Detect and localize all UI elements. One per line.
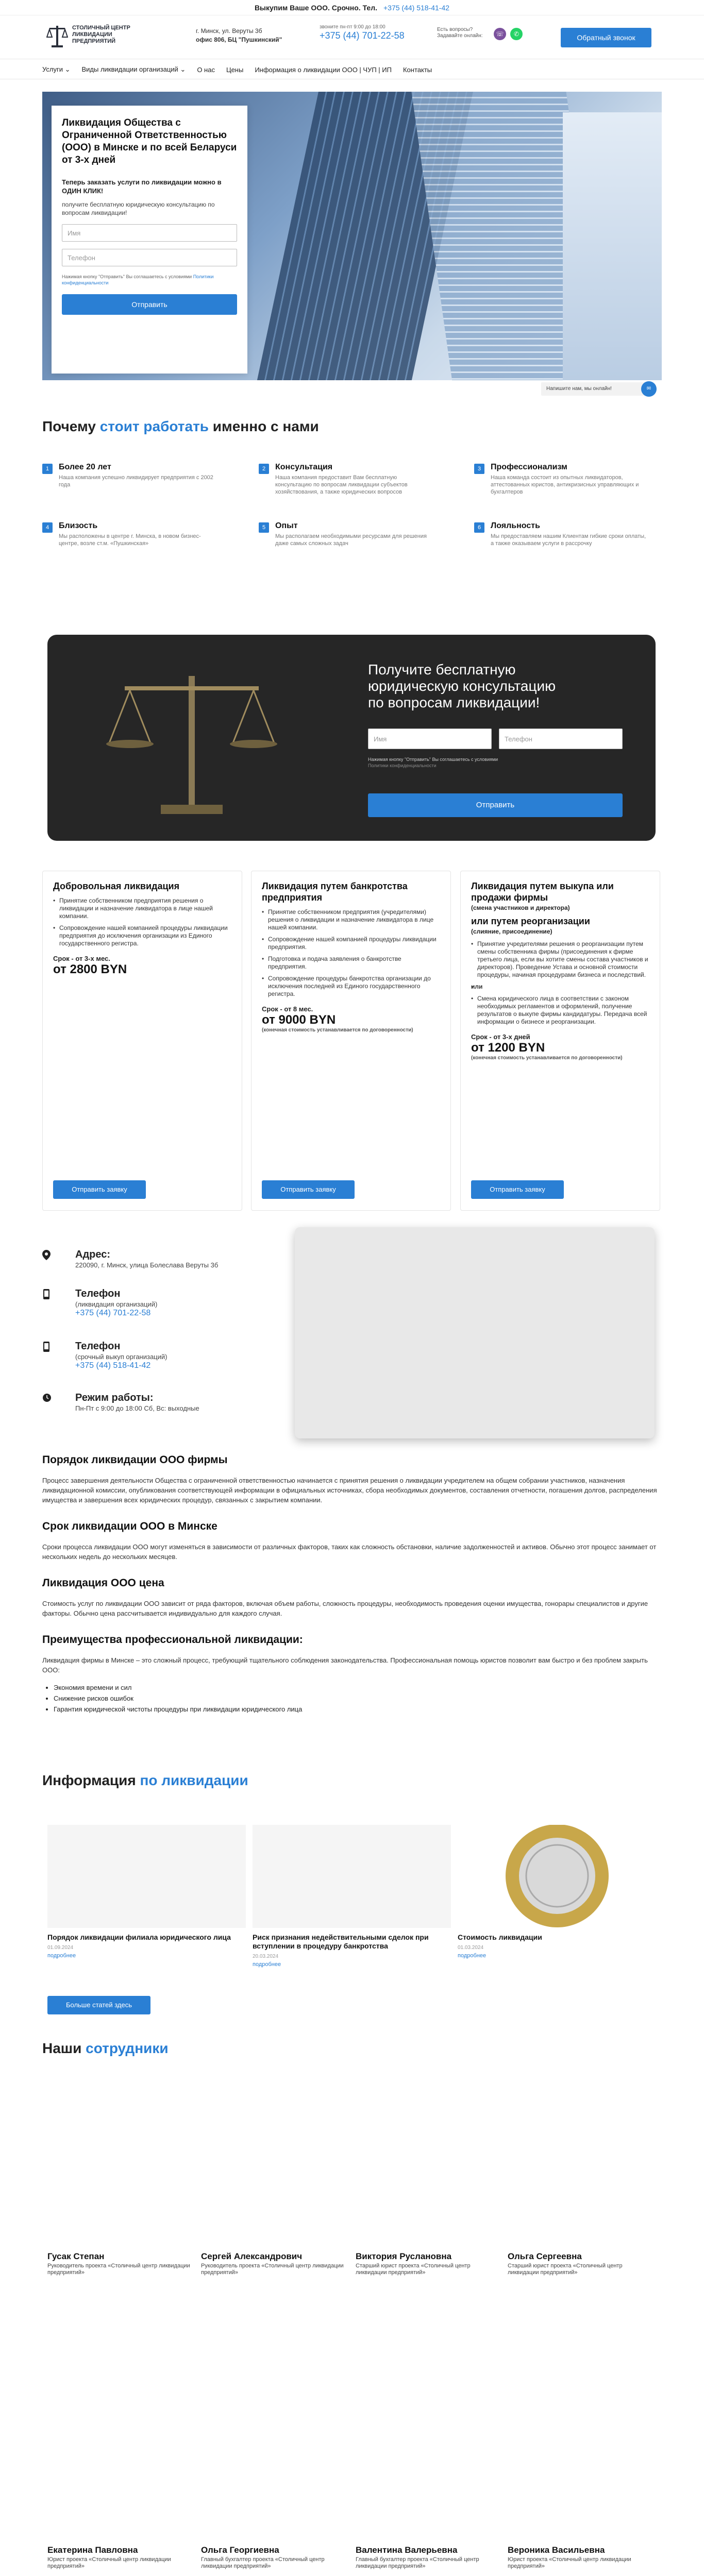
- service-title: Добровольная ликвидация: [53, 881, 180, 891]
- hero-name-input[interactable]: Имя: [62, 224, 237, 242]
- service-steps: [262, 908, 440, 998]
- staff-name: Виктория Руслановна: [356, 2251, 452, 2261]
- why-item-description: Наша компания успешно ликвидирует предприятия с 2002 года: [59, 474, 213, 488]
- staff-name: Ольга Георгиевна: [201, 2545, 279, 2555]
- service-subtitle-2: (слияние, присоединение): [471, 928, 552, 935]
- why-item-number: 3: [474, 464, 484, 474]
- staff-name: Ольга Сергеевна: [508, 2251, 582, 2261]
- header-question: Есть вопросы? Задавайте онлайн:: [437, 27, 483, 39]
- text-heading-4: Преимущества профессиональной ликвидации:: [42, 1634, 303, 1646]
- consult-consent: [368, 756, 498, 769]
- service-price: от 2800 BYN: [53, 962, 127, 976]
- nav-items: [42, 59, 432, 80]
- phone2-label: Телефон: [75, 1341, 121, 1352]
- address-value: 220090, г. Минск, улица Болеслава Веруты 3б: [75, 1261, 219, 1269]
- news-title[interactable]: Стоимость ликвидации: [458, 1933, 542, 1941]
- location-pin-icon: [42, 1250, 51, 1260]
- why-item-title: Лояльность: [491, 521, 540, 530]
- main-nav: [0, 59, 704, 79]
- why-item-title: Профессионализм: [491, 463, 567, 471]
- text-paragraph-1: Процесс завершения деятельности Общества с ограниченной ответственностью начинается с принятия решения о ликвидации учредителем на общем собрании участников, назначения ликвидационной комиссии, опубликования соответствующей информации в официальных источниках, сбора необходимых документов, составления отчетности, погашения долгов, распределения имущества и завершения всех юридических процедур, связанных с закрытием компании.: [42, 1477, 657, 1504]
- hero-submit-button[interactable]: Отправить: [62, 294, 237, 315]
- service-order-button[interactable]: Отправить заявку: [53, 1180, 146, 1199]
- service-subtitle: (смена участников и директора): [471, 904, 570, 911]
- scales-of-justice-image: [78, 655, 305, 825]
- why-item-description: Мы расположены в центре г. Минска, в новом бизнес-центре, возле ст.м. «Пушкинская»: [59, 533, 201, 547]
- staff-photo: [508, 2391, 652, 2545]
- staff-card: [201, 2097, 345, 2276]
- hero-form-card: [52, 106, 247, 374]
- consult-title: Получите бесплатную юридическую консультацию по вопросам ликвидации!: [368, 662, 556, 710]
- phone1-label: Телефон: [75, 1288, 121, 1299]
- header-address-line2: офис 806, БЦ "Пушкинский": [196, 36, 282, 43]
- announcement-text: Выкупим Ваше ООО. Срочно. Тел.: [254, 3, 377, 12]
- header-hours: звоните пн-пт 9:00 до 18:00: [320, 24, 385, 30]
- nav-item[interactable]: О нас: [197, 65, 215, 74]
- news-image[interactable]: [47, 1825, 246, 1928]
- consultation-section: [47, 635, 656, 841]
- staff-photo: [47, 2391, 192, 2545]
- news-title-a: Информация: [42, 1772, 136, 1788]
- service-steps: [53, 897, 231, 947]
- staff-card: [508, 2391, 652, 2570]
- staff-section-title: [42, 2040, 662, 2057]
- service-title: Ликвидация путем выкупа или продажи фирмы: [471, 881, 614, 903]
- service-card: [42, 871, 242, 1211]
- service-term: Срок - от 3-х дней: [471, 1033, 530, 1041]
- phone-icon: [42, 1342, 51, 1352]
- staff-card: [356, 2097, 500, 2276]
- staff-title-b: сотрудники: [86, 2040, 169, 2056]
- seo-text-section: [42, 1454, 662, 1715]
- hours-label: Режим работы:: [75, 1392, 154, 1403]
- service-price-note: (конечная стоимость устанавливается по договоренности): [262, 1027, 413, 1033]
- why-item-description: Наша команда состоит из опытных ликвидаторов, аттестованных юристов, антикризисных управляющих и бухгалтеров: [491, 474, 639, 495]
- header-phone-link[interactable]: +375 (44) 701-22-58: [320, 30, 405, 41]
- service-step: • Смена юридического лица в соответствии с законом необходимых регламентов и оформлений, получение результатов о выкупе фирмы кандидатуры. Передача всей информации о бизнесе и реорганизации.: [471, 995, 649, 1026]
- scales-logo-icon[interactable]: [46, 23, 68, 48]
- why-title-a: Почему: [42, 418, 96, 434]
- news-more-link[interactable]: подробнее: [253, 1961, 281, 1968]
- consult-name-input[interactable]: Имя: [368, 728, 492, 749]
- hero-consent-text: Нажимая кнопку "Отправить" Вы соглашаетесь с условиями: [62, 274, 192, 279]
- why-item-number: 2: [259, 464, 269, 474]
- service-order-button[interactable]: Отправить заявку: [471, 1180, 564, 1199]
- staff-position: Юрист проекта «Столичный центр ликвидации предприятий»: [508, 2556, 631, 2569]
- staff-photo: [356, 2391, 500, 2545]
- header-address: [196, 27, 282, 44]
- location-map[interactable]: [295, 1227, 655, 1438]
- why-us-item: [474, 521, 649, 547]
- callback-button[interactable]: Обратный звонок: [561, 28, 651, 47]
- staff-card: [508, 2097, 652, 2276]
- hero-title: Ликвидация Общества с Ограниченной Ответственностью (ООО) в Минске и по всей Беларуси от 3-х дней: [62, 117, 237, 165]
- why-us-item: [42, 521, 217, 547]
- top-announcement-bar: [0, 0, 704, 15]
- why-item-title: Близость: [59, 521, 98, 530]
- service-step: • Подготовка и подача заявления о банкротстве предприятия.: [262, 955, 440, 971]
- news-more-link[interactable]: подробнее: [458, 1953, 487, 1959]
- news-title: [42, 1772, 662, 1789]
- why-item-number: 5: [259, 522, 269, 533]
- staff-position: Юрист проекта «Столичный центр ликвидации предприятий»: [47, 2556, 171, 2569]
- news-date: 01.03.2024: [458, 1945, 484, 1951]
- consult-privacy-link[interactable]: Политики конфиденциальности: [368, 763, 437, 768]
- staff-position: Старший юрист проекта «Столичный центр ликвидации предприятий»: [508, 2263, 623, 2276]
- header-phone-block: [320, 24, 405, 39]
- why-us-item: [474, 463, 649, 496]
- service-step: • Принятие собственником предприятия решения о ликвидации и назначение ликвидатора в лице нашей компании.: [53, 897, 231, 920]
- header-address-line1: г. Минск, ул. Веруты 3б: [196, 27, 262, 35]
- all-articles-button[interactable]: Больше статей здесь: [47, 1996, 150, 2014]
- service-term: Срок - от 3-х мес.: [53, 955, 110, 962]
- why-us-title: [42, 418, 662, 435]
- site-header: [0, 15, 704, 59]
- hero-description: получите бесплатную юридическую консультацию по вопросам ликвидации!: [62, 201, 215, 216]
- viber-icon[interactable]: ☏: [494, 28, 506, 40]
- nav-item[interactable]: Услуги ⌄: [42, 65, 71, 73]
- news-card[interactable]: [253, 1825, 451, 1992]
- nav-item[interactable]: Информация о ликвидации ООО | ЧУП | ИП: [255, 65, 392, 74]
- contact-address: [42, 1249, 279, 1269]
- why-item-number: 4: [42, 522, 53, 533]
- news-date: 01.09.2024: [47, 1945, 74, 1951]
- news-title[interactable]: Порядок ликвидации филиала юридического лица: [47, 1933, 231, 1941]
- contact-phone-1: [42, 1288, 279, 1317]
- service-step: • Сопровождение нашей компанией процедуры ликвидации предприятия.: [262, 936, 440, 951]
- text-heading-2: Срок ликвидации ООО в Минске: [42, 1520, 217, 1532]
- address-label: Адрес:: [75, 1249, 110, 1260]
- news-card[interactable]: [458, 1825, 656, 1992]
- hero-subtitle: Теперь заказать услуги по ликвидации можно в ОДИН КЛИК!: [62, 178, 222, 195]
- nav-item[interactable]: Цены: [226, 65, 244, 74]
- staff-name: Сергей Александрович: [201, 2251, 303, 2261]
- clock-icon: [42, 1393, 51, 1403]
- staff-title: [42, 2040, 662, 2057]
- why-item-description: Наша компания предоставит Вам бесплатную консультацию по вопросам ликвидации субъектов хозяйствования, а также юридических вопросов: [275, 474, 408, 495]
- why-us-section: [42, 418, 662, 583]
- staff-name: Вероника Васильевна: [508, 2545, 605, 2555]
- consult-phone-input[interactable]: Телефон: [499, 728, 623, 749]
- why-item-title: Более 20 лет: [59, 463, 111, 471]
- staff-name: Гусак Степан: [47, 2251, 105, 2261]
- contact-hours: [42, 1392, 279, 1413]
- news-image[interactable]: [253, 1825, 451, 1928]
- staff-name: Екатерина Павловна: [47, 2545, 138, 2555]
- hero-phone-input[interactable]: Телефон: [62, 249, 237, 266]
- consult-submit-button[interactable]: Отправить: [368, 793, 623, 817]
- why-item-title: Консультация: [275, 463, 333, 471]
- nav-item[interactable]: Виды ликвидации организаций ⌄: [81, 65, 186, 73]
- staff-position: Главный бухгалтер проекта «Столичный центр ликвидации предприятий»: [356, 2556, 479, 2569]
- whatsapp-icon[interactable]: ✆: [510, 28, 523, 40]
- phone1-link[interactable]: +375 (44) 701-22-58: [75, 1309, 151, 1317]
- advantages-list: [42, 1682, 662, 1715]
- why-item-number: 1: [42, 464, 53, 474]
- text-heading-1: Порядок ликвидации ООО фирмы: [42, 1454, 228, 1466]
- why-item-title: Опыт: [275, 521, 298, 530]
- online-chat-text: Напишите нам, мы онлайн!: [546, 386, 612, 392]
- phone-icon: [42, 1289, 51, 1299]
- staff-photo: [508, 2097, 652, 2251]
- text-paragraph-2: Сроки процесса ликвидации ООО могут изменяться в зависимости от различных факторов, таких как сложность обстановки, наличие задолженностей и активов. Обычно этот процесс занимает от нескольких недель до нескольких месяцев.: [42, 1543, 657, 1561]
- service-steps: [471, 940, 649, 1026]
- text-paragraph-3: Стоимость услуг по ликвидации ООО зависит от ряда факторов, включая объем работы, сложность процедуры, необходимость проведения оценки имущества, гонорары специалистов и другие факторы. Обычно цена рассчитывается индивидуально для каждого случая.: [42, 1600, 648, 1617]
- why-item-description: Мы располагаем необходимыми ресурсами для решения даже самых сложных задач: [275, 533, 427, 547]
- why-us-item: [259, 521, 434, 547]
- news-title[interactable]: Риск признания недействительными сделок при вступлении в процедуру банкротства: [253, 1933, 429, 1950]
- service-price-note: (конечная стоимость устанавливается по договоренности): [471, 1055, 623, 1061]
- hero-privacy-link[interactable]: Политики конфиденциальности: [62, 274, 214, 285]
- staff-position: Руководитель проекта «Столичный центр ликвидации предприятий»: [47, 2263, 190, 2276]
- news-section-title: [42, 1772, 662, 1789]
- announcement-phone-link[interactable]: +375 (44) 518-41-42: [383, 3, 450, 12]
- service-step: • Принятие учредителями решения о реорганизации путем смены собственника фирмы (присоединения к фирме третьего лица, если вы хотите смены состава участников и директоров). Проведение Устава и основной стоимости процедуры, начиная процедурами бизнеса и последствий.: [471, 940, 649, 979]
- news-card[interactable]: [47, 1825, 246, 1992]
- coin-image: [503, 1825, 611, 1930]
- staff-photo: [356, 2097, 500, 2251]
- consult-consent-text: Нажимая кнопку "Отправить" Вы соглашаетесь с условиями: [368, 757, 498, 762]
- phone2-note: (срочный выкуп организаций): [75, 1353, 167, 1361]
- service-term: Срок - от 8 мес.: [262, 1005, 313, 1013]
- service-price: от 9000 BYN: [262, 1013, 336, 1027]
- news-more-link[interactable]: подробнее: [47, 1953, 76, 1959]
- building-image-right: [563, 112, 662, 380]
- why-item-number: 6: [474, 522, 484, 533]
- advantage-item: • Гарантия юридической чистоты процедуры при ликвидации юридического лица: [54, 1704, 662, 1715]
- news-image[interactable]: [458, 1825, 656, 1928]
- staff-position: Старший юрист проекта «Столичный центр ликвидации предприятий»: [356, 2263, 471, 2276]
- text-heading-3: Ликвидация ООО цена: [42, 1577, 164, 1589]
- contact-phone-2: [42, 1341, 279, 1370]
- nav-item[interactable]: Контакты: [403, 65, 432, 74]
- service-step: • Принятие собственником предприятия (учредителями) решения о ликвидации и назначение ликвидатора в лице нашей компании.: [262, 908, 440, 931]
- why-title-c: именно с нами: [212, 418, 319, 434]
- service-title: Ликвидация путем банкротства предприятия: [262, 881, 408, 903]
- service-card: [460, 871, 660, 1211]
- advantage-item: • Снижение рисков ошибок: [54, 1693, 662, 1704]
- staff-photo: [201, 2097, 345, 2251]
- text-paragraph-4: Ликвидация фирмы в Минске – это сложный процесс, требующий тщательного соблюдения законодательства. Профессиональная помощь юристов позволит вам быстро и без проблем закрыть ООО:: [42, 1656, 648, 1674]
- hours-value: Пн-Пт с 9:00 до 18:00 Сб, Вс: выходные: [75, 1404, 199, 1412]
- phone2-link[interactable]: +375 (44) 518-41-42: [75, 1361, 151, 1370]
- service-step: • Сопровождение нашей компанией процедуры ликвидации предприятия до исключения организации из Единого государственного регистра.: [53, 924, 231, 947]
- logo-text[interactable]: СТОЛИЧНЫЙ ЦЕНТР ЛИКВИДАЦИИ ПРЕДПРИЯТИЙ: [72, 25, 130, 44]
- service-or: • или: [471, 983, 649, 991]
- staff-card: [47, 2097, 192, 2276]
- staff-position: Главный бухгалтер проекта «Столичный центр ликвидации предприятий»: [201, 2556, 325, 2569]
- service-price: от 1200 BYN: [471, 1041, 545, 1055]
- phone1-note: (ликвидация организаций): [75, 1300, 158, 1308]
- news-date: 20.03.2024: [253, 1954, 279, 1959]
- service-card: [251, 871, 451, 1211]
- why-item-description: Мы предоставляем нашим Клиентам гибкие сроки оплаты, а также оказываем услуги в рассрочку: [491, 533, 646, 547]
- chat-bubble-icon: ✉: [641, 381, 657, 397]
- staff-position: Руководитель проекта «Столичный центр ликвидации предприятий»: [201, 2263, 344, 2276]
- why-us-item: [42, 463, 217, 488]
- staff-photo: [201, 2391, 345, 2545]
- staff-card: [356, 2391, 500, 2570]
- service-order-button[interactable]: Отправить заявку: [262, 1180, 355, 1199]
- advantage-item: • Экономия времени и сил: [54, 1682, 662, 1693]
- staff-card: [201, 2391, 345, 2570]
- staff-photo: [47, 2097, 192, 2251]
- service-step: • Сопровождение процедуры банкротства организации до исключения последней из Единого государственного регистра.: [262, 975, 440, 998]
- online-chat-badge[interactable]: [541, 382, 653, 396]
- hero-consent: [62, 274, 237, 286]
- service-title-2: или путем реорганизации: [471, 916, 590, 926]
- staff-card: [47, 2391, 192, 2570]
- news-title-b: по ликвидации: [140, 1772, 248, 1788]
- staff-title-a: Наши: [42, 2040, 82, 2056]
- why-title-b: стоит работать: [99, 418, 209, 434]
- staff-name: Валентина Валерьевна: [356, 2545, 458, 2555]
- why-us-item: [259, 463, 434, 496]
